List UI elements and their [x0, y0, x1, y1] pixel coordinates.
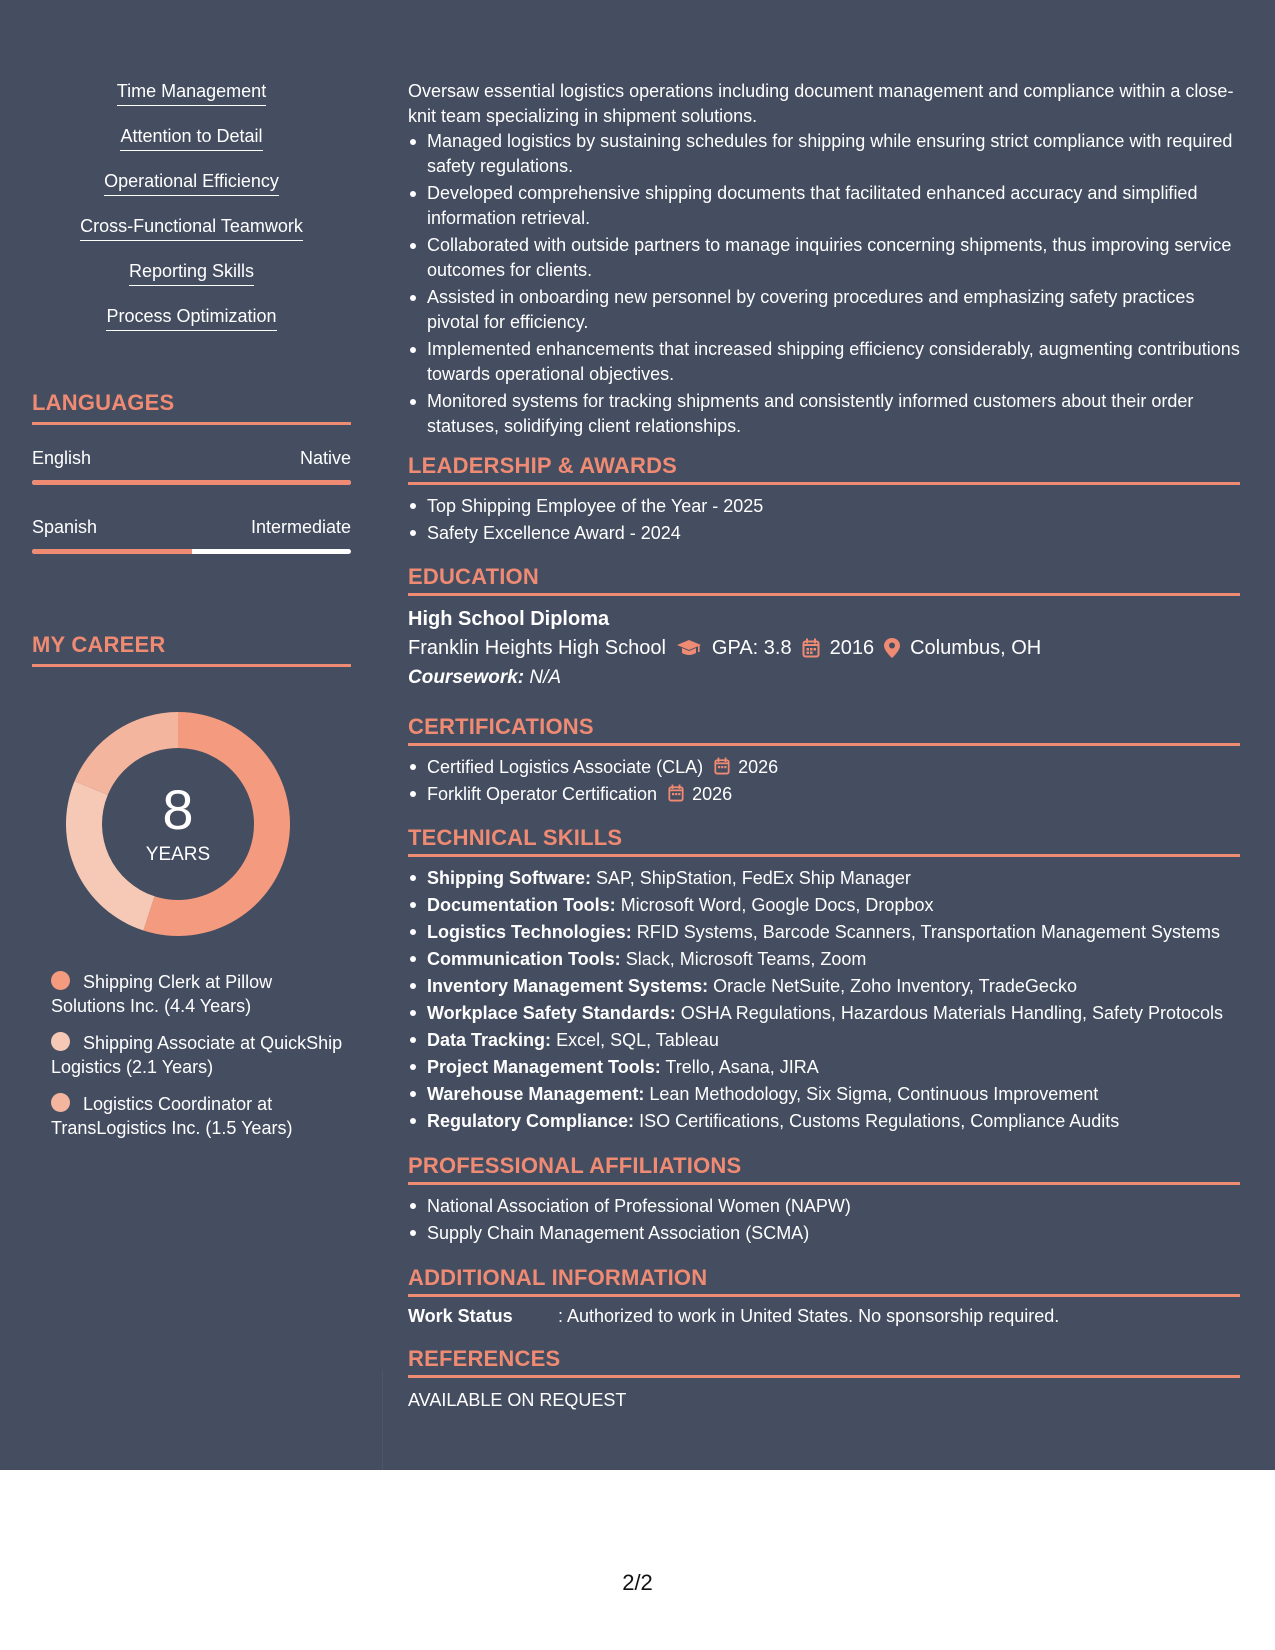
calendar-icon: [802, 638, 820, 658]
technical-skill-item: Shipping Software: SAP, ShipStation, FedEx Ship Manager: [408, 865, 1240, 892]
calendar-icon: [668, 784, 684, 802]
awards-list: [408, 493, 1240, 547]
column-divider: [382, 1370, 383, 1470]
skill-item: Time Management: [32, 80, 351, 125]
technical-skill-item: Documentation Tools: Microsoft Word, Google Docs, Dropbox: [408, 892, 1240, 919]
affiliation-item: Supply Chain Management Association (SCMA): [408, 1220, 1240, 1247]
career-legend-item: Logistics Coordinator at TransLogistics Inc. (1.5 Years): [51, 1094, 293, 1138]
certifications-list: [408, 754, 1240, 808]
career-legend-item: Shipping Clerk at Pillow Solutions Inc. (4.4 Years): [51, 972, 273, 1016]
experience-intro: Oversaw essential logistics operations including document management and compliance within a close-knit team specializing in shipment solutions.: [408, 81, 1234, 126]
award-item: Top Shipping Employee of the Year - 2025: [408, 493, 1240, 520]
experience-section: [408, 79, 1240, 441]
education-coursework: [408, 663, 1240, 693]
calendar-icon: [714, 757, 730, 775]
skill-item: Cross-Functional Teamwork: [32, 215, 351, 260]
language-bar: [32, 480, 351, 485]
work-status-label: Work Status: [408, 1306, 513, 1326]
career-total-years: 8: [162, 778, 194, 841]
legend-dot-icon: [51, 971, 70, 990]
language-bar: [32, 549, 351, 554]
technical-skill-item: Warehouse Management: Lean Methodology, Six Sigma, Continuous Improvement: [408, 1081, 1240, 1108]
certifications-section: [408, 714, 1240, 808]
legend-dot-icon: [51, 1032, 70, 1051]
language-row: [32, 448, 351, 469]
languages-heading: LANGUAGES: [32, 390, 351, 425]
experience-bullet: Monitored systems for tracking shipments and consistently informed customers about their order statuses, solidifying client relationships.: [408, 389, 1240, 439]
awards-section: [408, 453, 1240, 547]
page-number: 2/2: [622, 1570, 653, 1595]
language-bar-fill: [32, 549, 192, 554]
additional-info-heading: ADDITIONAL INFORMATION: [408, 1265, 1240, 1297]
career-legend: [51, 970, 351, 1153]
education-heading: EDUCATION: [408, 564, 1240, 596]
education-year: 2016: [829, 637, 875, 659]
affiliations-heading: PROFESSIONAL AFFILIATIONS: [408, 1153, 1240, 1185]
experience-bullet: Assisted in onboarding new personnel by covering procedures and emphasizing safety practices pivotal for efficiency.: [408, 285, 1240, 335]
coursework-label: Coursework:: [408, 667, 525, 688]
technical-skills-heading: TECHNICAL SKILLS: [408, 825, 1240, 857]
legend-dot-icon: [51, 1093, 70, 1112]
language-bar-fill: [32, 480, 351, 485]
references-heading: REFERENCES: [408, 1346, 1240, 1378]
language-row: [32, 517, 351, 538]
skill-item: Operational Efficiency: [32, 170, 351, 215]
experience-bullet: Developed comprehensive shipping documents that facilitated enhanced accuracy and simplified information retrieval.: [408, 181, 1240, 231]
affiliation-item: National Association of Professional Women (NAPW): [408, 1193, 1240, 1220]
additional-info-section: [408, 1265, 1240, 1329]
work-status-row: [408, 1304, 1240, 1329]
education-degree: High School Diploma: [408, 608, 610, 630]
language-name: Spanish: [32, 517, 98, 537]
coursework-value: N/A: [529, 667, 562, 688]
technical-skill-item: Workplace Safety Standards: OSHA Regulations, Hazardous Materials Handling, Safety Protocols: [408, 1000, 1240, 1027]
education-location: Columbus, OH: [910, 637, 1042, 659]
experience-bullet: Collaborated with outside partners to manage inquiries concerning shipments, thus improving service outcomes for clients.: [408, 233, 1240, 283]
technical-skill-item: Inventory Management Systems: Oracle NetSuite, Zoho Inventory, TradeGecko: [408, 973, 1240, 1000]
career-years-label: YEARS: [145, 844, 211, 865]
education-section: [408, 564, 1240, 693]
skill-item: Reporting Skills: [32, 260, 351, 305]
technical-skill-item: Data Tracking: Excel, SQL, Tableau: [408, 1027, 1240, 1054]
certification-item: Certified Logistics Associate (CLA) 2026: [408, 754, 1240, 781]
location-pin-icon: [884, 638, 900, 658]
technical-skill-item: Project Management Tools: Trello, Asana, JIRA: [408, 1054, 1240, 1081]
skill-item: Attention to Detail: [32, 125, 351, 170]
technical-skill-item: Logistics Technologies: RFID Systems, Barcode Scanners, Transportation Management Systems: [408, 919, 1240, 946]
language-level: Native: [299, 448, 351, 468]
skills-list: [32, 80, 351, 350]
education-details: [408, 633, 1240, 663]
language-level: Intermediate: [250, 517, 351, 537]
affiliations-list: [408, 1193, 1240, 1247]
skill-item: Process Optimization: [32, 305, 351, 350]
experience-bullet: Managed logistics by sustaining schedules for shipping while ensuring strict compliance with required safety regulations.: [408, 129, 1240, 179]
technical-skill-item: Communication Tools: Slack, Microsoft Teams, Zoom: [408, 946, 1240, 973]
graduation-cap-icon: [676, 639, 702, 657]
language-name: English: [32, 448, 92, 468]
references-text: AVAILABLE ON REQUEST: [408, 1390, 627, 1410]
education-school: Franklin Heights High School: [408, 637, 666, 659]
career-legend-item: Shipping Associate at QuickShip Logistics (2.1 Years): [51, 1033, 343, 1077]
certification-item: Forklift Operator Certification 2026: [408, 781, 1240, 808]
technical-skills-section: [408, 825, 1240, 1135]
certifications-heading: CERTIFICATIONS: [408, 714, 1240, 746]
awards-heading: LEADERSHIP & AWARDS: [408, 453, 1240, 485]
education-gpa: GPA: 3.8: [711, 637, 792, 659]
affiliations-section: [408, 1153, 1240, 1247]
work-status-value: : Authorized to work in United States. No sponsorship required.: [558, 1306, 1060, 1326]
references-section: [408, 1346, 1240, 1413]
technical-skill-item: Regulatory Compliance: ISO Certifications, Customs Regulations, Compliance Audits: [408, 1108, 1240, 1135]
career-heading: MY CAREER: [32, 632, 351, 667]
award-item: Safety Excellence Award - 2024: [408, 520, 1240, 547]
technical-skills-list: [408, 865, 1240, 1135]
experience-bullets: [408, 129, 1240, 439]
experience-bullet: Implemented enhancements that increased shipping efficiency considerably, augmenting contributions towards operational objectives.: [408, 337, 1240, 387]
